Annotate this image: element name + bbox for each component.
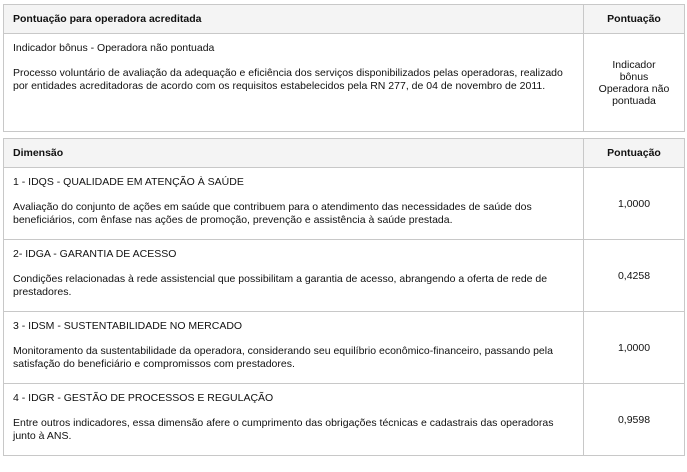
dimension-cell [4,240,584,312]
dimension-description: Entre outros indicadores, essa dimensão afere o cumprimento das obrigações técnicas e cadastrais das operadoras junto à ANS. [13,417,554,442]
dimension-score: 0,4258 [584,240,685,312]
bonus-line-2: bônus [619,70,649,83]
dimension-description: Condições relacionadas à rede assistencial que possibilitam a garantia de acesso, abrangendo a oferta de rede de prestadores. [13,273,548,298]
accredited-score-table [3,4,685,132]
bonus-line-3: Operadora não [598,82,670,95]
dimension-title: 4 - IDGR - GESTÃO DE PROCESSOS E REGULAÇÃO [13,392,274,404]
table-row [4,384,685,456]
table-row [4,312,685,384]
table-row [4,240,685,312]
accredited-description-cell [4,34,584,132]
dimension-title: 2- IDGA - GARANTIA DE ACESSO [13,248,177,260]
accredited-score-cell [584,34,685,132]
dimension-score: 1,0000 [584,168,685,240]
dimension-score-header: Pontuação [584,139,685,168]
dimension-score: 0,9598 [584,384,685,456]
dimension-cell [4,312,584,384]
dimension-header-label: Dimensão [4,139,584,168]
dimension-description: Monitoramento da sustentabilidade da operadora, considerando seu equilíbrio econômico-financeiro, passando pela satisfação do beneficiário e compromissos com prestadores. [13,345,553,370]
accredited-score-header: Pontuação [584,5,685,34]
dimension-cell [4,384,584,456]
dimension-description: Avaliação do conjunto de ações em saúde que contribuem para o atendimento das necessidades de saúde dos beneficiários, com ênfase nas ações de promoção, prevenção e assistência à saúde prestada. [13,201,532,226]
dimension-cell [4,168,584,240]
bonus-line-1: Indicador [612,58,656,71]
bonus-line-4: pontuada [612,94,656,107]
accredited-description: Processo voluntário de avaliação da adequação e eficiência dos serviços disponibilizados pelas operadoras, realizado por entidades acreditadoras de acordo com os requisitos estabelecidos pela RN 277, de 04 de novembro de 2011. [13,67,563,92]
dimension-title: 3 - IDSM - SUSTENTABILIDADE NO MERCADO [13,320,243,332]
dimension-score: 1,0000 [584,312,685,384]
accredited-header-label: Pontuação para operadora acreditada [4,5,584,34]
table-row [4,168,685,240]
dimensions-table [3,138,685,456]
accredited-title: Indicador bônus - Operadora não pontuada [13,42,215,54]
dimension-title: 1 - IDQS - QUALIDADE EM ATENÇÃO À SAÚDE [13,176,244,188]
